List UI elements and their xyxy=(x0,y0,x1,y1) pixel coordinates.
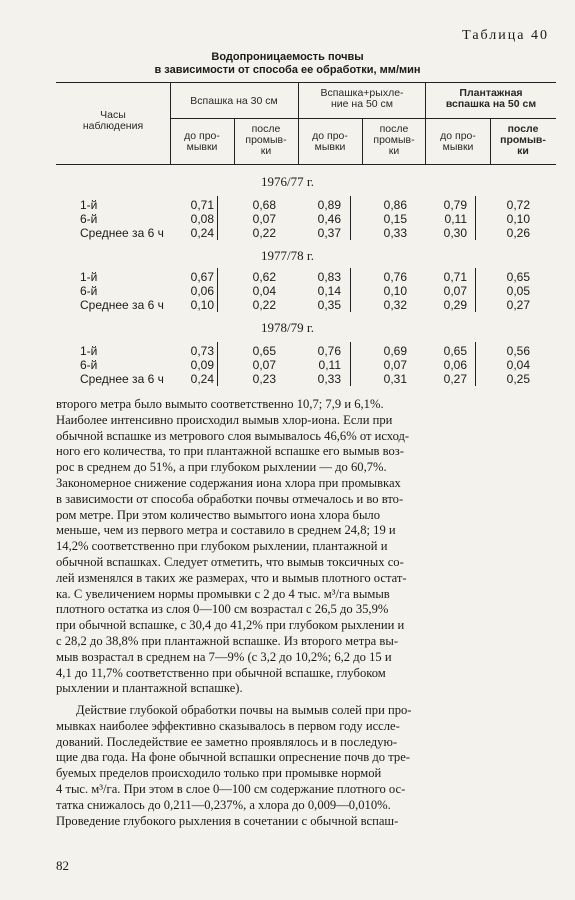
table-cell: 0,09 xyxy=(190,358,214,372)
column-separator xyxy=(475,196,476,240)
table-cell: 0,14 xyxy=(317,284,341,298)
subheader-after: после промыв- ки xyxy=(500,123,546,157)
table-cell: 0,11 xyxy=(318,358,341,372)
header-divider xyxy=(425,82,426,164)
table-cell: 0,22 xyxy=(252,298,276,312)
table-cell: 0,68 xyxy=(252,198,276,212)
table-cell: 0,08 xyxy=(190,212,214,226)
text-line: плотного остатка из слоя 0—100 см возрастал с 26,5 до 35,9% xyxy=(56,602,389,617)
header-divider xyxy=(234,118,235,164)
column-separator xyxy=(350,196,351,240)
group-header-plowing-loosening-50: Вспашка+рыхле- ние на 50 см xyxy=(320,87,404,110)
group-header-plantage-50: Плантажная вспашка на 50 см xyxy=(445,87,537,110)
text-line: второго метра было вымыто соответственно 10,7; 7,9 и 6,1%. xyxy=(56,397,384,411)
table-cell: 0,71 xyxy=(443,270,467,284)
subheader-before: до про- мывки xyxy=(184,130,220,153)
table-cell: 0,07 xyxy=(252,212,276,226)
text-line: с 28,2 до 38,8% при плантажной вспашке. Из второго метра вы- xyxy=(56,633,399,648)
table-cell: 0,15 xyxy=(383,212,407,226)
table-cell: 0,76 xyxy=(383,270,407,284)
text-line: рос в среднем до 51%, а при глубоком рыхлении — до 60,7%. xyxy=(56,460,387,475)
table-title: Водопроницаемость почвы xyxy=(211,51,364,63)
text-line: 4,1 до 11,7% соответственно при обычной вспашке, глубоком xyxy=(56,665,386,680)
table-subtitle: в зависимости от способа ее обработки, мм/мин xyxy=(154,64,421,76)
row-label: 1-й xyxy=(80,270,98,284)
text-line: татка снижалось до 0,211—0,237%, а хлора до 0,009—0,010%. xyxy=(56,797,391,812)
header-divider xyxy=(362,118,363,164)
column-separator xyxy=(350,268,351,312)
header-divider xyxy=(170,82,171,164)
text-line: Наиболее интенсивно происходил вымыв хлор-иона. Если при xyxy=(56,412,393,427)
table-cell: 0,07 xyxy=(383,358,407,372)
text-line: 14,2% соответственно при глубоком рыхлении, плантажной и xyxy=(56,539,388,554)
year-heading: 1976/77 г. xyxy=(261,174,314,189)
text-line: щие два года. На фоне обычной вспашки опреснение почв до тре- xyxy=(56,750,410,765)
table-cell: 0,10 xyxy=(383,284,407,298)
text-line: при обычной вспашке, с 30,4 до 41,2% при глубоком рыхлении и xyxy=(56,618,405,633)
body-paragraph xyxy=(56,703,556,829)
table-cell: 0,24 xyxy=(190,226,214,240)
row-label: 6-й xyxy=(80,284,98,298)
subheader-before: до про- мывки xyxy=(440,130,476,153)
row-label: 1-й xyxy=(80,198,98,212)
table-cell: 0,56 xyxy=(506,344,530,358)
text-line: обычной вспашке из метрового слоя вымывалось 46,6% от исход- xyxy=(56,428,410,443)
column-separator xyxy=(217,196,218,240)
hours-header: Часы наблюдения xyxy=(82,109,144,132)
table-cell: 0,67 xyxy=(190,270,214,284)
column-separator xyxy=(217,268,218,312)
text-line: рыхлении и плантажной вспашке). xyxy=(56,681,243,696)
table-cell: 0,83 xyxy=(317,270,341,284)
table-label: Таблица 40 xyxy=(462,28,549,43)
subheader-after: после промыв- ки xyxy=(245,123,287,157)
text-line: ром метре. При этом количество вымытого иона хлора было xyxy=(56,507,380,522)
table-cell: 0,05 xyxy=(506,284,530,298)
table-cell: 0,73 xyxy=(190,344,214,358)
column-separator xyxy=(217,342,218,386)
page-number: 82 xyxy=(56,858,69,873)
row-label: Среднее за 6 ч xyxy=(80,298,164,312)
group-header-plowing-30: Вспашка на 30 см xyxy=(190,95,278,107)
table-cell: 0,32 xyxy=(383,298,407,312)
column-separator xyxy=(350,342,351,386)
table-cell: 0,79 xyxy=(443,198,467,212)
table-cell: 0,06 xyxy=(443,358,467,372)
row-label: Среднее за 6 ч xyxy=(80,372,164,386)
table-cell: 0,04 xyxy=(506,358,530,372)
year-heading: 1977/78 г. xyxy=(261,248,314,263)
table-cell: 0,07 xyxy=(252,358,276,372)
year-heading: 1978/79 г. xyxy=(261,320,314,335)
text-line: буемых пределов происходило только при промывке нормой xyxy=(56,766,382,781)
header-bottom-rule xyxy=(56,164,556,165)
column-separator xyxy=(475,342,476,386)
table-top-rule xyxy=(56,82,556,83)
text-line: мывках наиболее эффективно сказывалось в первом году иссле- xyxy=(56,718,400,733)
table-cell: 0,65 xyxy=(443,344,467,358)
text-line: дований. Последействие ее заметно проявлялось и в последую- xyxy=(56,734,398,749)
text-line: Действие глубокой обработки почвы на вымыв солей при про- xyxy=(76,703,412,717)
table-cell: 0,24 xyxy=(190,372,214,386)
table-cell: 0,37 xyxy=(317,226,341,240)
text-line: обычной вспашках. Следует отметить, что вымыв токсичных со- xyxy=(56,554,404,569)
table-cell: 0,69 xyxy=(383,344,407,358)
header-divider xyxy=(490,118,491,164)
row-label: 6-й xyxy=(80,212,98,226)
table-cell: 0,22 xyxy=(252,226,276,240)
header-mid-rule xyxy=(170,118,556,119)
table-cell: 0,10 xyxy=(506,212,530,226)
text-line: в зависимости от способа обработки почвы отмечалось и во вто- xyxy=(56,491,404,506)
table-cell: 0,27 xyxy=(443,372,467,386)
text-line: 4 тыс. м³/га. При этом в слое 0—100 см содержание плотного ос- xyxy=(56,781,406,796)
row-label: 6-й xyxy=(80,358,98,372)
text-line: меньше, чем из первого метра и составило в среднем 24,8; 19 и xyxy=(56,523,396,538)
table-cell: 0,33 xyxy=(383,226,407,240)
text-line: Закономерное снижение содержания иона хлора при промывках xyxy=(56,475,401,490)
header-divider xyxy=(298,82,299,164)
table-cell: 0,04 xyxy=(252,284,276,298)
table-cell: 0,86 xyxy=(383,198,407,212)
subheader-before: до про- мывки xyxy=(312,130,348,153)
table-cell: 0,29 xyxy=(443,298,467,312)
table-cell: 0,31 xyxy=(383,372,407,386)
text-line: Проведение глубокого рыхления в сочетании с обычной вспаш- xyxy=(56,813,399,828)
body-paragraph xyxy=(56,397,556,697)
text-line: ка. С увеличением нормы промывки с 2 до 4 тыс. м³/га вымыв xyxy=(56,586,390,601)
table-cell: 0,46 xyxy=(317,212,341,226)
table-cell: 0,33 xyxy=(317,372,341,386)
table-cell: 0,11 xyxy=(444,212,467,226)
table-cell: 0,72 xyxy=(506,198,530,212)
table-cell: 0,06 xyxy=(190,284,214,298)
table-cell: 0,35 xyxy=(317,298,341,312)
text-line: мыв возрастал в среднем на 7—9% (с 3,2 до 10,2%; 6,2 до 15 и xyxy=(56,649,392,664)
table-cell: 0,27 xyxy=(506,298,530,312)
table-cell: 0,65 xyxy=(506,270,530,284)
text-line: лей изменялся в таких же размерах, что и вымыв плотного остат- xyxy=(56,570,407,585)
table-cell: 0,65 xyxy=(252,344,276,358)
row-label: 1-й xyxy=(80,344,98,358)
row-label: Среднее за 6 ч xyxy=(80,226,164,240)
table-cell: 0,23 xyxy=(252,372,276,386)
subheader-after: после промыв- ки xyxy=(373,123,415,157)
text-line: ного его количества, то при плантажной вспашке его вымыв воз- xyxy=(56,444,404,459)
column-separator xyxy=(475,268,476,312)
table-cell: 0,89 xyxy=(317,198,341,212)
table-cell: 0,71 xyxy=(190,198,214,212)
table-cell: 0,30 xyxy=(443,226,467,240)
table-cell: 0,76 xyxy=(317,344,341,358)
table-cell: 0,25 xyxy=(506,372,530,386)
table-cell: 0,10 xyxy=(190,298,214,312)
table-cell: 0,62 xyxy=(252,270,276,284)
table-cell: 0,26 xyxy=(506,226,530,240)
table-cell: 0,07 xyxy=(443,284,467,298)
